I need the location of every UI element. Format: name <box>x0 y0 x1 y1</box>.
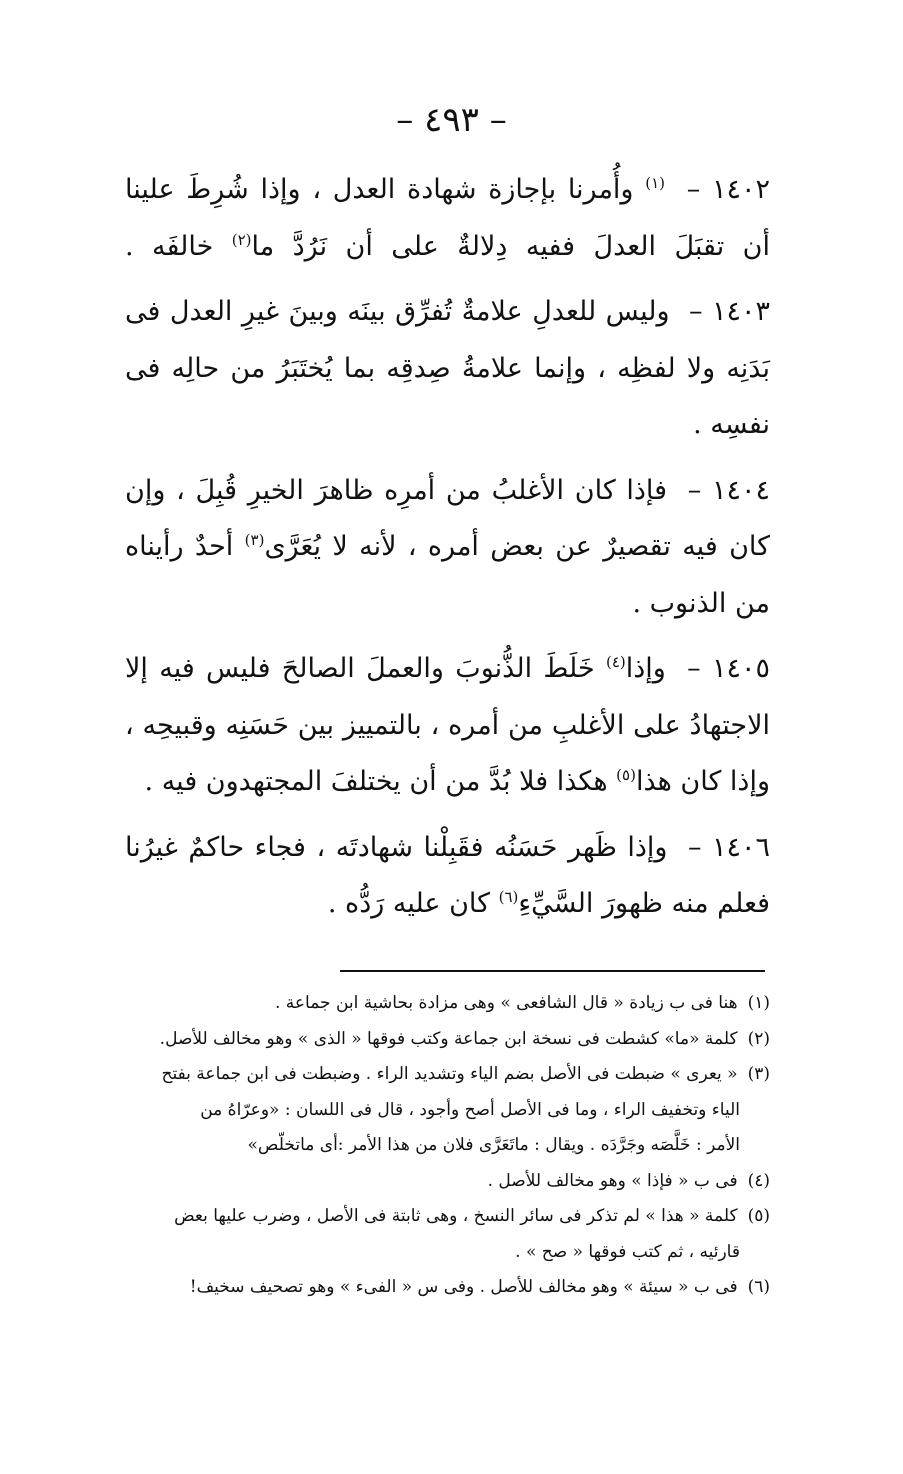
text-segment: هكذا فلا بُدَّ من أن يختلفَ المجتهدون فيه . <box>144 766 608 797</box>
text-segment: وأُمرنا بإجازة شهادة العدل ، وإذا شُرِطَ علينا أن تقبَلَ العدلَ ففيه دِلالةٌ على أن نَرُدَّ ما <box>125 174 770 262</box>
footnote-text: فى ب « فإذا » وهو مخالف للأصل . <box>487 1170 738 1191</box>
paragraph-1403 <box>125 284 770 454</box>
footnote-text: فى ب « سيئة » وهو مخالف للأصل . وفى س « الفىء » وهو تصحيف سخيف! <box>189 1277 738 1297</box>
footnote-number: (٤) <box>747 1170 770 1191</box>
footnote-ref: (٥) <box>616 766 636 784</box>
footnote-4 <box>120 1164 770 1200</box>
paragraph-1402 <box>125 162 770 275</box>
paragraph-1405 <box>125 641 770 811</box>
text-segment: وليس للعدلِ علامةٌ تُفرِّق بينَه وبينَ غيرِ العدل فى بَدَنِه ولا لفظِه ، وإنما علامةُ صِدقِه بما يُختَبَرُ من حالِه فى نفسِه . <box>125 296 770 440</box>
footnote-5-continued <box>120 1235 770 1271</box>
footnote-ref: (٣) <box>244 531 265 549</box>
footnote-text: الأمر : خَلَّصَه وجَرَّدَه . ويقال : ماتَعَرَّى فلان من هذا الأمر :أى ماتخلّص» <box>247 1135 740 1155</box>
text-segment: وإذا ظَهر حَسَنُه فقَبِلْنا شهادتَه ، فجاء حاكمٌ غيرُنا فعلم منه ظهورَ السَّيِّءِ <box>125 831 770 919</box>
footnote-ref: (٢) <box>231 230 252 249</box>
footnote-ref: (١) <box>645 174 665 192</box>
text-segment: كان عليه رَدُّه . <box>327 888 491 919</box>
text-segment: أحدٌ رأيناه من الذنوب . <box>125 531 770 619</box>
footnote-divider <box>340 970 765 972</box>
footnote-ref: (٦) <box>498 888 519 906</box>
text-segment: وإذا <box>625 653 666 684</box>
footnote-number: (٦) <box>747 1277 770 1297</box>
footnote-3 <box>120 1057 770 1093</box>
main-text <box>125 162 770 942</box>
text-segment: فإذا كان الأغلبُ من أمرِه ظاهرَ الخيرِ قُبِلَ ، وإن كان فيه تقصيرٌ عن بعض أمره ، لأنه لا يُعَرَّى <box>125 474 770 562</box>
footnote-text: هنا فى ب زيادة « قال الشافعى » وهى مزادة بحاشية ابن جماعة . <box>274 993 738 1013</box>
footnote-text: كلمة «ما» كشطت فى نسخة ابن جماعة وكتب فوقها « الذى » وهو مخالف للأصل. <box>159 1028 738 1049</box>
footnote-text: كلمة « هذا » لم تذكر فى سائر النسخ ، وهى ثابتة فى الأصل ، وضرب عليها بعض <box>174 1206 738 1226</box>
footnote-3-continued <box>120 1128 770 1164</box>
text-segment: خَلَطَ الذُّنوبَ والعملَ الصالحَ فليس فيه إلا الاجتهادُ على الأغلبِ من أمره ، بالتمييز بين حَسَنِه وقبيحِه ، وإذا كان هذا <box>125 653 770 797</box>
footnote-text: الياء وتخفيف الراء ، وما فى الأصل أصح وأجود ، قال فى اللسان : «وعرّاهُ من <box>200 1099 740 1120</box>
footnote-5 <box>120 1199 770 1235</box>
footnote-2 <box>120 1022 770 1058</box>
footnote-1 <box>120 986 770 1022</box>
paragraph-number: ١٤٠٤ – <box>687 474 770 506</box>
footnote-number: (٣) <box>747 1064 770 1084</box>
paragraph-1406 <box>125 820 770 933</box>
text-segment: خالفَه . <box>125 230 214 262</box>
footnote-number: (٥) <box>747 1206 770 1226</box>
footnote-text: « يعرى » ضبطت فى الأصل بضم الياء وتشديد الراء . وضبطت فى ابن جماعة بفتح <box>161 1064 738 1084</box>
page-number: – ٤٩٣ – <box>396 100 507 140</box>
footnote-ref: (٤) <box>605 653 626 671</box>
footnote-text: قارئيه ، ثم كتب فوقها « صح » . <box>515 1241 740 1262</box>
paragraph-number: ١٤٠٣ – <box>688 296 770 327</box>
footnote-3-continued <box>120 1093 770 1129</box>
paragraph-number: ١٤٠٢ – <box>686 174 770 205</box>
footnote-6 <box>120 1270 770 1306</box>
footnote-number: (١) <box>747 993 770 1013</box>
paragraph-number: ١٤٠٥ – <box>687 653 770 684</box>
paragraph-1404 <box>125 463 770 633</box>
footnote-number: (٢) <box>747 1028 770 1049</box>
paragraph-number: ١٤٠٦ – <box>687 831 770 863</box>
footnotes <box>120 986 770 1306</box>
